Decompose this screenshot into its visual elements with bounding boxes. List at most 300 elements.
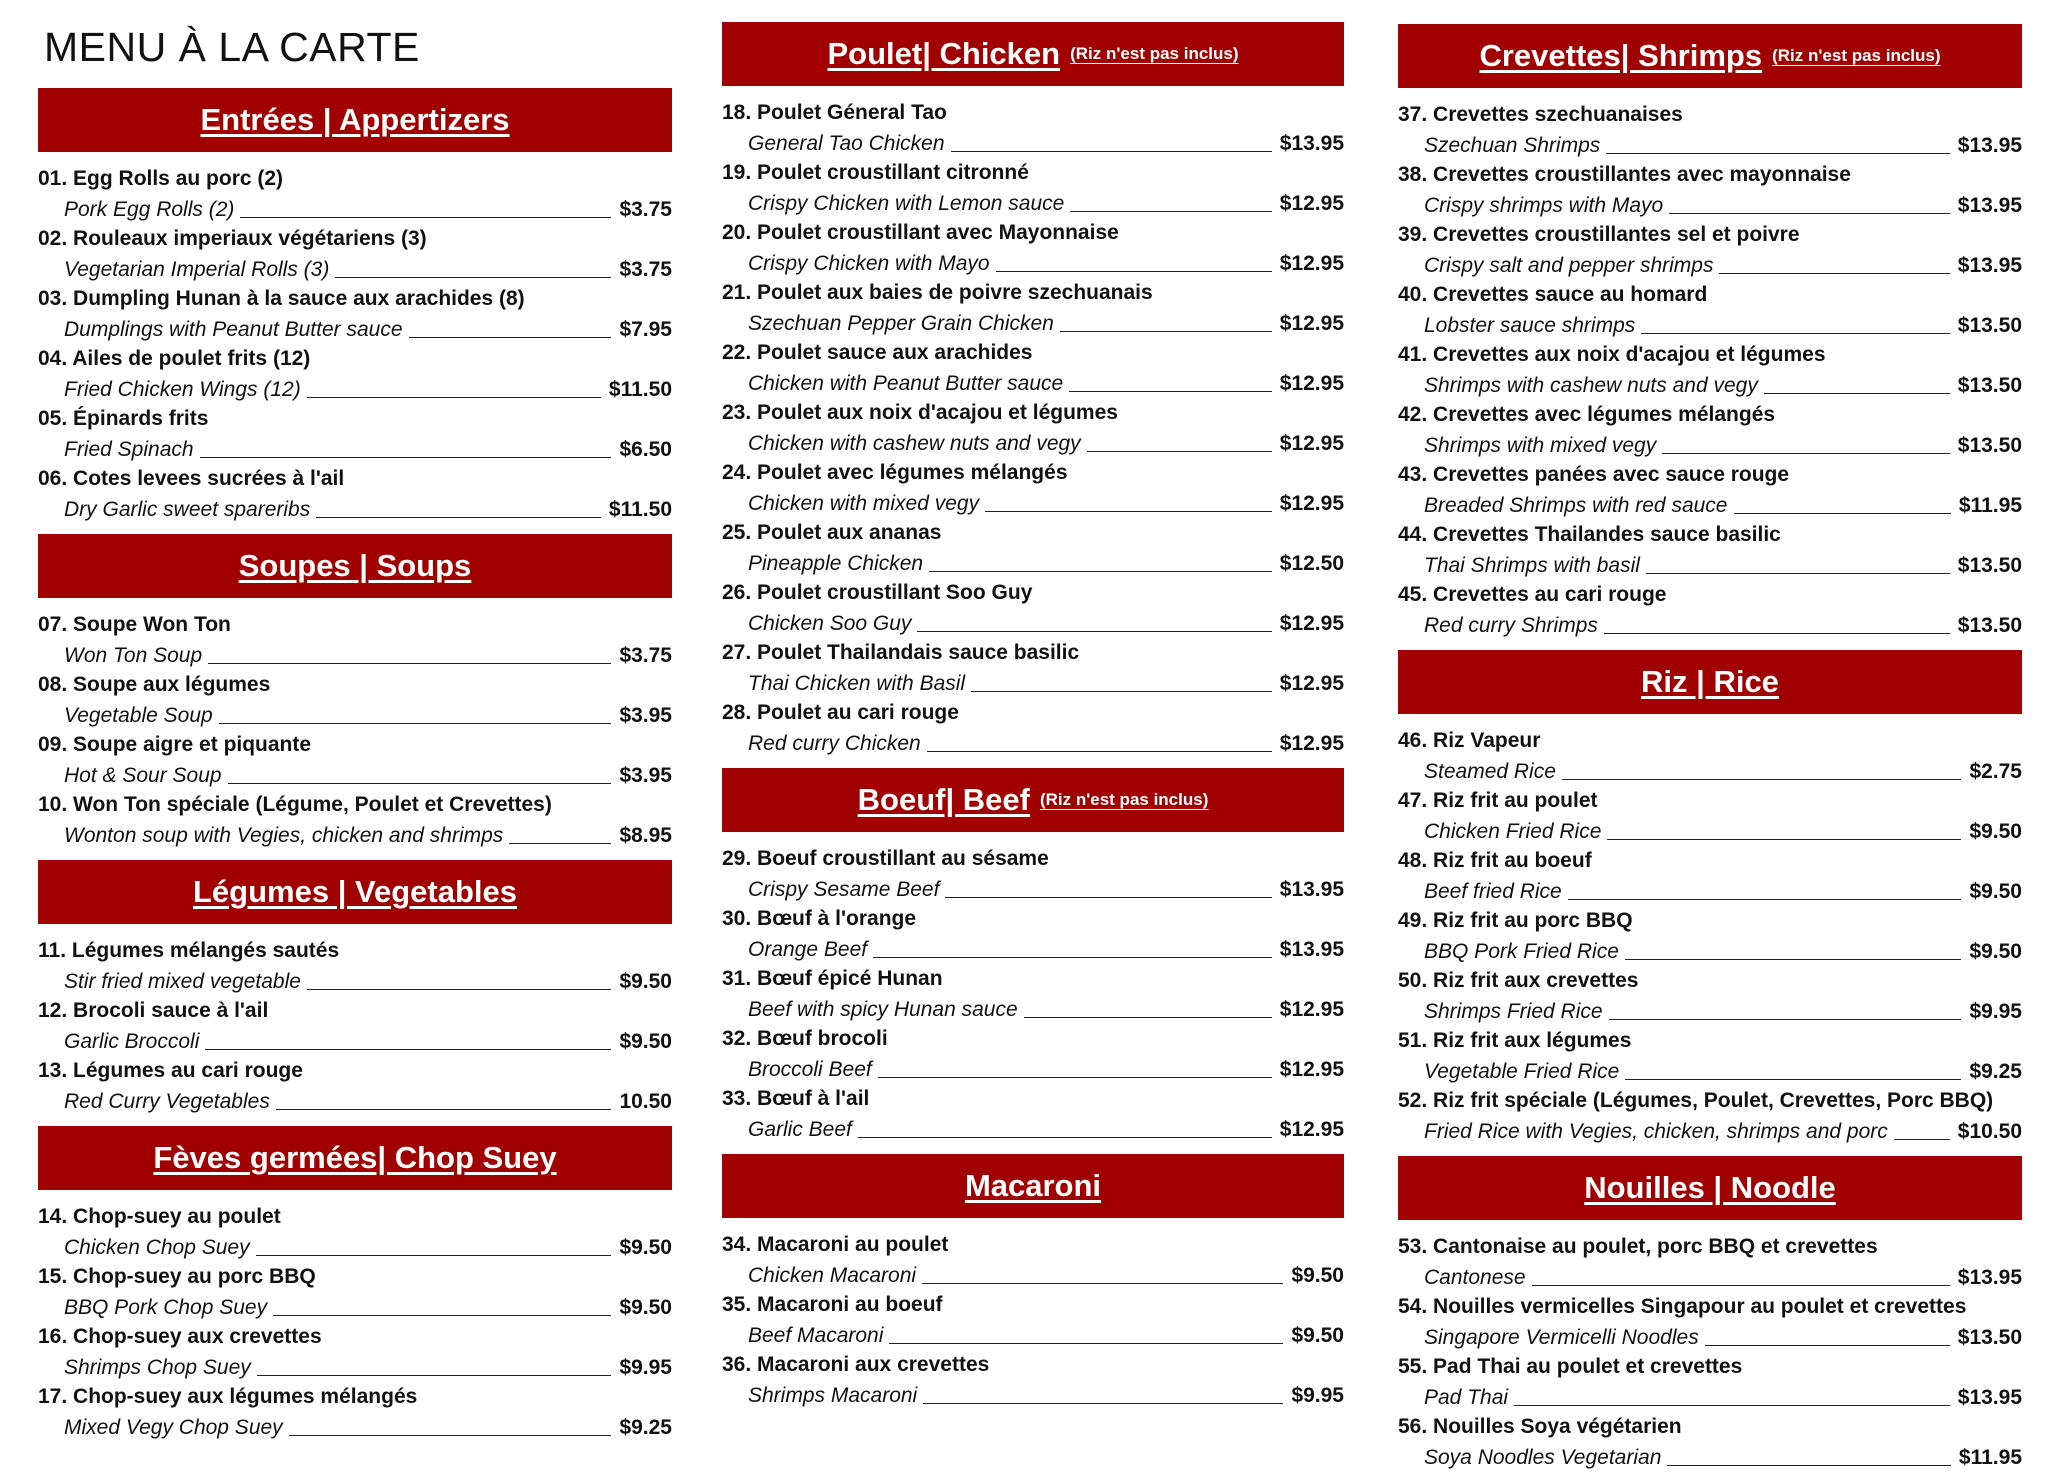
section-header (1398, 1156, 2022, 1220)
item-name-fr: 51. Riz frit aux légumes (1398, 1029, 1632, 1052)
item-detail-row (1398, 1116, 2022, 1146)
item-name-en: Szechuan Pepper Grain Chicken (748, 312, 1054, 335)
item-name-fr: 39. Crevettes croustillantes sel et poivre (1398, 223, 1800, 246)
item-name-fr: 17. Chop-suey aux légumes mélangés (38, 1385, 418, 1408)
item-detail-row (722, 994, 1344, 1024)
item-detail-row (1398, 1442, 2022, 1472)
menu-item (38, 284, 672, 344)
item-name-en: Vegetarian Imperial Rolls (3) (64, 258, 330, 281)
dot-leader (289, 1435, 612, 1436)
item-price: $13.50 (1957, 1326, 2022, 1349)
item-name-fr: 46. Riz Vapeur (1398, 729, 1541, 752)
dot-leader (1606, 153, 1950, 154)
item-list (38, 924, 672, 1126)
item-price: $12.95 (1279, 312, 1344, 335)
section-title: Nouilles | Noodle (1584, 1170, 1836, 1205)
menu-item (1398, 966, 2022, 1026)
item-price: $9.25 (1969, 1060, 2022, 1083)
dot-leader (205, 1049, 611, 1050)
item-name-en: Chicken with cashew nuts and vegy (748, 432, 1081, 455)
menu-item (722, 1024, 1344, 1084)
menu-item (1398, 460, 2022, 520)
item-price: $11.95 (1958, 1446, 2022, 1469)
item-price: $12.95 (1279, 1118, 1344, 1141)
dot-leader (335, 277, 611, 278)
dot-leader (1514, 1405, 1950, 1406)
item-name-fr: 48. Riz frit au boeuf (1398, 849, 1592, 872)
item-list (38, 152, 672, 534)
item-detail-row (1398, 996, 2022, 1026)
menu-item (38, 730, 672, 790)
item-detail-row (38, 1412, 672, 1442)
item-name-en: Chicken Soo Guy (748, 612, 912, 635)
menu-item (1398, 786, 2022, 846)
item-name-fr: 53. Cantonaise au poulet, porc BBQ et crevettes (1398, 1235, 1878, 1258)
dot-leader (1719, 273, 1949, 274)
item-name-en: Pineapple Chicken (748, 552, 924, 575)
item-name-fr: 15. Chop-suey au porc BBQ (38, 1265, 316, 1288)
item-list (1398, 1220, 2022, 1482)
item-price: $3.75 (619, 198, 672, 221)
menu-item (38, 936, 672, 996)
section-header (1398, 24, 2022, 88)
item-name-en: Beef Macaroni (748, 1324, 884, 1347)
dot-leader (257, 1375, 612, 1376)
item-name-fr: 45. Crevettes au cari rouge (1398, 583, 1667, 606)
menu-item (722, 904, 1344, 964)
item-name-fr: 41. Crevettes aux noix d'acajou et légumes (1398, 343, 1826, 366)
item-price: $13.95 (1957, 1386, 2022, 1409)
item-price: $9.50 (1291, 1324, 1344, 1347)
item-name-en: Breaded Shrimps with red sauce (1424, 494, 1728, 517)
item-detail-row (38, 1292, 672, 1322)
item-name-en: Fried Chicken Wings (12) (64, 378, 301, 401)
item-price: $12.95 (1279, 492, 1344, 515)
item-name-fr: 07. Soupe Won Ton (38, 613, 231, 636)
item-name-en: Beef fried Rice (1424, 880, 1562, 903)
menu-item (722, 458, 1344, 518)
section-header (38, 1126, 672, 1190)
item-name-en: Chicken Macaroni (748, 1264, 917, 1287)
item-name-en: BBQ Pork Chop Suey (64, 1296, 268, 1319)
item-detail-row (1398, 1056, 2022, 1086)
item-name-fr: 44. Crevettes Thailandes sauce basilic (1398, 523, 1781, 546)
item-price: $12.95 (1279, 1058, 1344, 1081)
item-name-fr: 08. Soupe aux légumes (38, 673, 271, 696)
item-price: $13.95 (1279, 878, 1344, 901)
item-price: $12.95 (1279, 192, 1344, 215)
menu-item (38, 224, 672, 284)
item-detail-row (1398, 936, 2022, 966)
dot-leader (307, 397, 601, 398)
item-name-fr: 16. Chop-suey aux crevettes (38, 1325, 322, 1348)
item-name-fr: 20. Poulet croustillant avec Mayonnaise (722, 221, 1119, 244)
menu-item (1398, 160, 2022, 220)
item-name-fr: 31. Bœuf épicé Hunan (722, 967, 943, 990)
item-detail-row (722, 128, 1344, 158)
item-price: $9.50 (619, 1030, 672, 1053)
item-name-en: Shrimps Fried Rice (1424, 1000, 1603, 1023)
section-macaroni (722, 1154, 1344, 1420)
section-header (722, 22, 1344, 86)
item-name-en: Vegetable Soup (64, 704, 213, 727)
item-detail-row (1398, 250, 2022, 280)
item-name-fr: 42. Crevettes avec légumes mélangés (1398, 403, 1776, 426)
item-price: $13.50 (1957, 554, 2022, 577)
menu-item (722, 338, 1344, 398)
dot-leader (1024, 1017, 1272, 1018)
dot-leader (1609, 1019, 1962, 1020)
item-detail-row (722, 728, 1344, 758)
menu-item (722, 844, 1344, 904)
dot-leader (316, 517, 601, 518)
dot-leader (1562, 779, 1962, 780)
item-detail-row (1398, 1382, 2022, 1412)
item-price: $9.50 (619, 970, 672, 993)
item-name-en: Cantonese (1424, 1266, 1526, 1289)
menu-item (722, 1350, 1344, 1410)
menu-item (38, 404, 672, 464)
menu-item (1398, 220, 2022, 280)
dot-leader (509, 843, 611, 844)
section-title: Crevettes| Shrimps (1479, 38, 1763, 73)
item-detail-row (38, 194, 672, 224)
item-name-fr: 55. Pad Thai au poulet et crevettes (1398, 1355, 1743, 1378)
menu-item (38, 610, 672, 670)
item-price: $3.95 (619, 704, 672, 727)
item-name-en: Chicken with mixed vegy (748, 492, 980, 515)
section-note: (Riz n'est pas inclus) (1772, 46, 1941, 65)
menu-item (722, 698, 1344, 758)
item-detail-row (722, 1320, 1344, 1350)
dot-leader (1705, 1345, 1950, 1346)
menu-item (38, 1262, 672, 1322)
item-detail-row (722, 1380, 1344, 1410)
menu-item (38, 1382, 672, 1442)
item-price: $12.95 (1279, 372, 1344, 395)
item-detail-row (1398, 876, 2022, 906)
menu-item (722, 1230, 1344, 1290)
item-name-fr: 19. Poulet croustillant citronné (722, 161, 1029, 184)
item-name-fr: 26. Poulet croustillant Soo Guy (722, 581, 1033, 604)
item-price: $9.50 (619, 1236, 672, 1259)
dot-leader (1764, 393, 1950, 394)
item-name-en: Broccoli Beef (748, 1058, 872, 1081)
item-detail-row (38, 820, 672, 850)
item-name-fr: 34. Macaroni au poulet (722, 1233, 949, 1256)
menu-item (38, 996, 672, 1056)
dot-leader (256, 1255, 612, 1256)
menu-item (38, 1202, 672, 1262)
item-price: $13.95 (1957, 254, 2022, 277)
menu-item (722, 578, 1344, 638)
item-price: $13.95 (1279, 938, 1344, 961)
menu-item (1398, 906, 2022, 966)
item-price: $9.95 (1969, 1000, 2022, 1023)
item-price: $12.50 (1279, 552, 1344, 575)
item-detail-row (1398, 610, 2022, 640)
section-title: Fèves germées| Chop Suey (153, 1140, 557, 1175)
section-header (722, 1154, 1344, 1218)
section-entrees (38, 88, 672, 534)
section-header (38, 860, 672, 924)
section-crevettes (1398, 24, 2022, 650)
menu-item (1398, 1412, 2022, 1472)
section-title: Boeuf| Beef (857, 782, 1030, 817)
section-chopsuey (38, 1126, 672, 1452)
dot-leader (985, 511, 1272, 512)
item-detail-row (722, 548, 1344, 578)
item-price: $7.95 (619, 318, 672, 341)
item-name-fr: 52. Riz frit spéciale (Légumes, Poulet, Crevettes, Porc BBQ) (1398, 1089, 1994, 1112)
item-detail-row (1398, 550, 2022, 580)
item-detail-row (1398, 1322, 2022, 1352)
dot-leader (873, 957, 1272, 958)
section-note: (Riz n'est pas inclus) (1070, 44, 1239, 63)
item-detail-row (38, 1352, 672, 1382)
item-name-fr: 13. Légumes au cari rouge (38, 1059, 303, 1082)
item-detail-row (1398, 490, 2022, 520)
item-name-en: Crispy Chicken with Mayo (748, 252, 990, 275)
dot-leader (1669, 213, 1950, 214)
item-detail-row (722, 668, 1344, 698)
page-title: MENU À LA CARTE (44, 24, 420, 70)
dot-leader (1607, 839, 1961, 840)
item-name-en: Shrimps with mixed vegy (1424, 434, 1657, 457)
item-name-fr: 25. Poulet aux ananas (722, 521, 942, 544)
menu-item (722, 964, 1344, 1024)
item-name-en: Lobster sauce shrimps (1424, 314, 1636, 337)
item-name-fr: 29. Boeuf croustillant au sésame (722, 847, 1049, 870)
item-price: $6.50 (619, 438, 672, 461)
item-name-en: Shrimps Chop Suey (64, 1356, 251, 1379)
menu-item (1398, 580, 2022, 640)
item-name-fr: 37. Crevettes szechuanaises (1398, 103, 1683, 126)
item-name-fr: 21. Poulet aux baies de poivre szechuanais (722, 281, 1153, 304)
item-name-en: BBQ Pork Fried Rice (1424, 940, 1619, 963)
dot-leader (927, 751, 1272, 752)
item-detail-row (38, 700, 672, 730)
item-detail-row (722, 1114, 1344, 1144)
dot-leader (1734, 513, 1951, 514)
item-name-en: Red curry Chicken (748, 732, 921, 755)
menu-item (1398, 1026, 2022, 1086)
item-name-fr: 33. Bœuf à l'ail (722, 1087, 870, 1110)
item-price: $9.95 (1291, 1384, 1344, 1407)
menu-column-2 (722, 22, 1344, 1420)
item-detail-row (1398, 816, 2022, 846)
item-name-fr: 12. Brocoli sauce à l'ail (38, 999, 269, 1022)
item-price: $12.95 (1279, 672, 1344, 695)
item-detail-row (722, 1260, 1344, 1290)
item-name-fr: 04. Ailes de poulet frits (12) (38, 347, 311, 370)
item-name-en: Pad Thai (1424, 1386, 1509, 1409)
item-detail-row (38, 760, 672, 790)
item-name-fr: 24. Poulet avec légumes mélangés (722, 461, 1068, 484)
dot-leader (917, 631, 1271, 632)
item-detail-row (722, 308, 1344, 338)
dot-leader (996, 271, 1272, 272)
item-name-fr: 03. Dumpling Hunan à la sauce aux arachides (8) (38, 287, 525, 310)
item-detail-row (722, 188, 1344, 218)
dot-leader (1662, 453, 1950, 454)
section-nouilles (1398, 1156, 2022, 1482)
item-name-en: Chicken with Peanut Butter sauce (748, 372, 1064, 395)
dot-leader (273, 1315, 611, 1316)
dot-leader (208, 663, 611, 664)
menu-item (1398, 726, 2022, 786)
item-name-en: Garlic Beef (748, 1118, 852, 1141)
item-name-fr: 06. Cotes levees sucrées à l'ail (38, 467, 345, 490)
section-legumes (38, 860, 672, 1126)
menu-item (1398, 1086, 2022, 1146)
dot-leader (1069, 391, 1272, 392)
item-name-en: Steamed Rice (1424, 760, 1556, 783)
item-price: $13.95 (1957, 134, 2022, 157)
dot-leader (1070, 211, 1271, 212)
item-detail-row (1398, 430, 2022, 460)
item-price: $9.50 (1969, 820, 2022, 843)
item-list (1398, 88, 2022, 650)
item-name-en: Garlic Broccoli (64, 1030, 200, 1053)
item-name-fr: 47. Riz frit au poulet (1398, 789, 1598, 812)
menu-column-1 (38, 88, 672, 1452)
section-title: Soupes | Soups (238, 548, 472, 583)
section-header (38, 534, 672, 598)
item-price: $12.95 (1279, 732, 1344, 755)
item-name-fr: 10. Won Ton spéciale (Légume, Poulet et Crevettes) (38, 793, 552, 816)
item-name-en: Red curry Shrimps (1424, 614, 1598, 637)
item-detail-row (1398, 1262, 2022, 1292)
dot-leader (878, 1077, 1272, 1078)
item-detail-row (38, 374, 672, 404)
dot-leader (1532, 1285, 1950, 1286)
dot-leader (929, 571, 1272, 572)
section-header (1398, 650, 2022, 714)
item-name-fr: 40. Crevettes sauce au homard (1398, 283, 1708, 306)
item-name-en: Thai Shrimps with basil (1424, 554, 1640, 577)
section-header (722, 768, 1344, 832)
menu-item (722, 278, 1344, 338)
dot-leader (240, 217, 611, 218)
dot-leader (1641, 333, 1950, 334)
item-name-en: Red Curry Vegetables (64, 1090, 270, 1113)
menu-item (722, 98, 1344, 158)
item-name-fr: 32. Bœuf brocoli (722, 1027, 888, 1050)
item-price: $11.50 (608, 498, 672, 521)
item-name-en: Crispy salt and pepper shrimps (1424, 254, 1714, 277)
section-title: Entrées | Appertizers (200, 102, 510, 137)
item-name-fr: 28. Poulet au cari rouge (722, 701, 959, 724)
item-name-en: General Tao Chicken (748, 132, 945, 155)
item-name-en: Dry Garlic sweet spareribs (64, 498, 311, 521)
menu-item (722, 158, 1344, 218)
item-name-en: Hot & Sour Soup (64, 764, 222, 787)
item-detail-row (38, 254, 672, 284)
menu-item (722, 638, 1344, 698)
item-price: $8.95 (619, 824, 672, 847)
item-price: $9.95 (619, 1356, 672, 1379)
item-name-en: Crispy Sesame Beef (748, 878, 940, 901)
menu-column-3 (1398, 24, 2022, 1482)
dot-leader (1625, 1079, 1961, 1080)
dot-leader (1667, 1465, 1951, 1466)
item-price: $9.50 (1969, 940, 2022, 963)
item-name-fr: 05. Épinards frits (38, 407, 209, 430)
item-list (38, 598, 672, 860)
dot-leader (923, 1403, 1283, 1404)
item-name-fr: 18. Poulet Géneral Tao (722, 101, 947, 124)
item-name-fr: 35. Macaroni au boeuf (722, 1293, 943, 1316)
item-detail-row (38, 1232, 672, 1262)
menu-item (1398, 520, 2022, 580)
item-name-en: Singapore Vermicelli Noodles (1424, 1326, 1699, 1349)
item-detail-row (722, 1054, 1344, 1084)
menu-item (1398, 400, 2022, 460)
item-name-en: Orange Beef (748, 938, 868, 961)
dot-leader (276, 1109, 612, 1110)
item-name-fr: 01. Egg Rolls au porc (2) (38, 167, 284, 190)
item-detail-row (1398, 310, 2022, 340)
menu-item (38, 344, 672, 404)
item-list (722, 832, 1344, 1154)
menu-item (38, 164, 672, 224)
item-name-en: Mixed Vegy Chop Suey (64, 1416, 283, 1439)
item-detail-row (722, 608, 1344, 638)
dot-leader (945, 897, 1271, 898)
item-name-fr: 56. Nouilles Soya végétarien (1398, 1415, 1682, 1438)
item-detail-row (38, 1026, 672, 1056)
item-detail-row (722, 934, 1344, 964)
item-list (1398, 714, 2022, 1156)
item-name-fr: 54. Nouilles vermicelles Singapour au poulet et crevettes (1398, 1295, 1967, 1318)
menu-item (722, 518, 1344, 578)
dot-leader (1060, 331, 1272, 332)
section-title: Poulet| Chicken (827, 36, 1061, 71)
item-price: $12.95 (1279, 612, 1344, 635)
dot-leader (307, 989, 611, 990)
section-soupes (38, 534, 672, 860)
section-poulet (722, 22, 1344, 768)
menu-item (1398, 1292, 2022, 1352)
item-name-en: Beef with spicy Hunan sauce (748, 998, 1018, 1021)
item-name-en: Won Ton Soup (64, 644, 203, 667)
item-detail-row (38, 966, 672, 996)
item-name-en: Chicken Chop Suey (64, 1236, 250, 1259)
item-detail-row (1398, 190, 2022, 220)
item-name-fr: 38. Crevettes croustillantes avec mayonnaise (1398, 163, 1851, 186)
item-price: $9.25 (619, 1416, 672, 1439)
item-name-fr: 11. Légumes mélangés sautés (38, 939, 340, 962)
item-price: $13.50 (1957, 374, 2022, 397)
menu-item (38, 790, 672, 850)
item-detail-row (38, 434, 672, 464)
item-name-fr: 14. Chop-suey au poulet (38, 1205, 281, 1228)
item-name-en: Dumplings with Peanut Butter sauce (64, 318, 403, 341)
item-name-fr: 22. Poulet sauce aux arachides (722, 341, 1033, 364)
item-detail-row (38, 314, 672, 344)
item-detail-row (722, 488, 1344, 518)
menu-item (38, 1322, 672, 1382)
item-name-fr: 43. Crevettes panées avec sauce rouge (1398, 463, 1790, 486)
menu-item (38, 464, 672, 524)
item-name-en: Stir fried mixed vegetable (64, 970, 301, 993)
menu-item (1398, 1232, 2022, 1292)
item-name-fr: 23. Poulet aux noix d'acajou et légumes (722, 401, 1118, 424)
item-price: $12.95 (1279, 432, 1344, 455)
item-list (722, 1218, 1344, 1420)
item-name-fr: 02. Rouleaux imperiaux végétariens (3) (38, 227, 427, 250)
